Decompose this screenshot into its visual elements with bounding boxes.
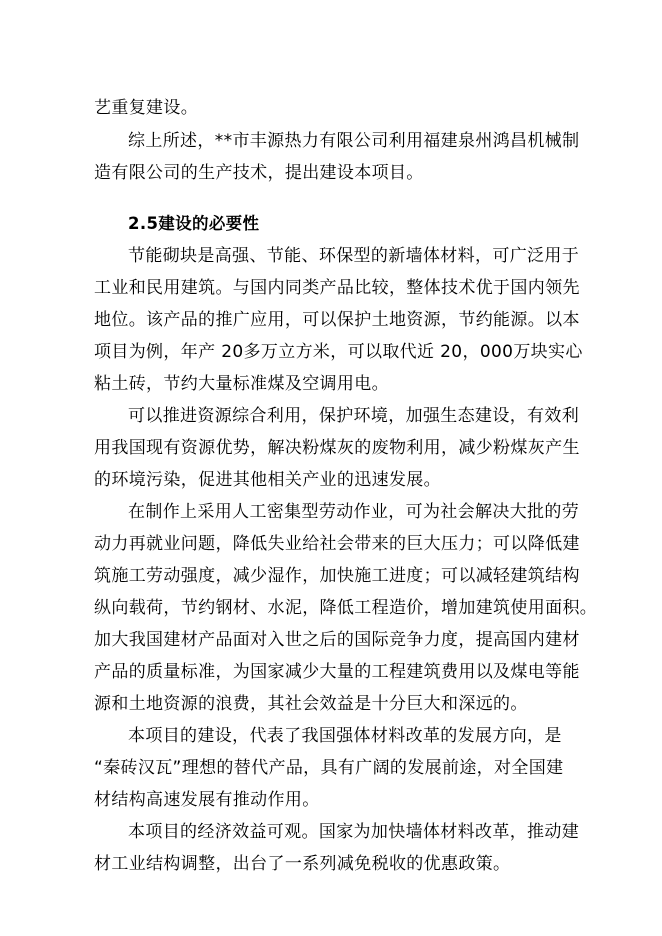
text-line: 在制作上采用人工密集型劳动作业，可为社会解决大批的劳 <box>128 502 580 522</box>
text-line: 造有限公司的生产技术，提出建设本项目。 <box>94 163 424 183</box>
text-line: 筑施工劳动强度，减少湿作，加快施工进度；可以减轻建筑结构 <box>94 566 580 586</box>
text-line: 动力再就业问题，降低失业给社会带来的巨大压力；可以降低建 <box>94 534 580 554</box>
text-line: 综上所述，**市丰源热力有限公司利用福建泉州鸿昌机械制 <box>128 131 580 151</box>
text-line: 粘土砖，节约大量标准煤及空调用电。 <box>94 374 389 394</box>
text-line: 本项目的建设，代表了我国强体材料改革的发展方向，是 <box>128 726 562 746</box>
text-line: 项目为例，年产 20多万立方米，可以取代近 20，000万块实心 <box>94 342 583 362</box>
text-line: 纵向载荷，节约钢材、水泥，降低工程造价，增加建筑使用面积。 <box>94 598 598 618</box>
text-line: 艺重复建设。 <box>94 98 199 118</box>
text-line: 的环境污染，促进其他相关产业的迅速发展。 <box>94 470 441 490</box>
section-heading: 2.5建设的必要性 <box>128 214 260 233</box>
text-line: 可以推进资源综合利用，保护环境，加强生态建设，有效利 <box>128 406 580 426</box>
text-line: 工业和民用建筑。与国内同类产品比较，整体技术优于国内领先 <box>94 278 580 298</box>
text-line: 用我国现有资源优势，解决粉煤灰的废物利用，减少粉煤灰产生 <box>94 438 580 458</box>
text-line: 节能砌块是高强、节能、环保型的新墙体材料，可广泛用于 <box>128 246 580 266</box>
text-line: 本项目的经济效益可观。国家为加快墙体材料改革，推动建 <box>128 822 580 842</box>
text-line: 产品的质量标准，为国家减少大量的工程建筑费用以及煤电等能 <box>94 662 580 682</box>
text-line: 材工业结构调整，出台了一系列减免税收的优惠政策。 <box>94 854 511 874</box>
text-line: 地位。该产品的推广应用，可以保护土地资源，节约能源。以本 <box>94 310 580 330</box>
text-line: 源和土地资源的浪费，其社会效益是十分巨大和深远的。 <box>94 694 528 714</box>
text-line: 加大我国建材产品面对入世之后的国际竞争力度，提高国内建材 <box>94 630 580 650</box>
text-line: “秦砖汉瓦”理想的替代产品，具有广阔的发展前途，对全国建 <box>94 758 564 778</box>
text-line: 材结构高速发展有推动作用。 <box>94 790 320 810</box>
